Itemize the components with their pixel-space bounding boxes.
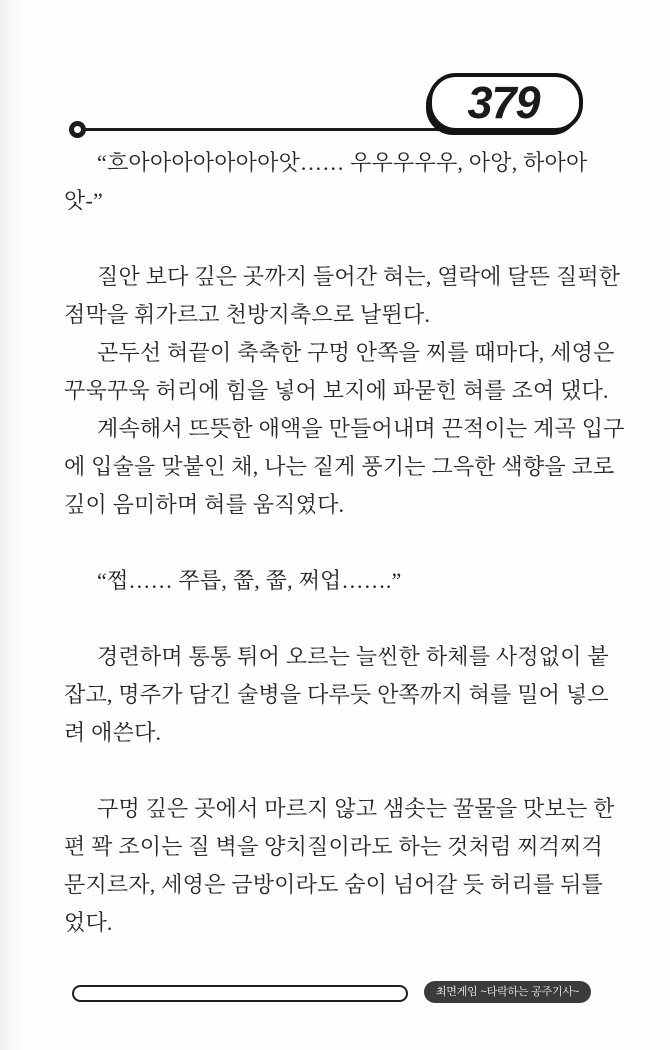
paragraph-dialogue	[64, 144, 610, 220]
text-line: 잡고, 명주가 담긴 술병을 다루듯 안쪽까지 혀를 밀어 넣으	[64, 682, 609, 707]
text-line: “쩝…… 쭈릅, 쭙, 쭙, 쩌업…….”	[97, 568, 402, 593]
text-line: 앗-”	[64, 188, 103, 213]
paragraph-dialogue	[64, 562, 610, 600]
header-circle-ornament-icon	[69, 121, 86, 138]
paragraph-narration	[64, 638, 610, 752]
page-number: 379	[467, 77, 540, 128]
text-line: 경련하며 통통 튀어 오르는 늘씬한 하체를 사정없이 붙	[97, 644, 609, 669]
text-line: 계속해서 뜨뜻한 애액을 만들어내며 끈적이는 계곡 입구	[97, 416, 625, 441]
text-line: 에 입술을 맞붙인 채, 나는 짙게 풍기는 그윽한 색향을 코로	[64, 454, 615, 479]
text-line: 깊이 음미하며 혀를 움직였다.	[64, 492, 345, 517]
series-title-badge	[424, 981, 591, 1003]
text-line: 질안 보다 깊은 곳까지 들어간 혀는, 열락에 달뜬 질퍽한	[97, 264, 621, 289]
paragraph-narration	[64, 790, 615, 942]
text-line: “흐아아아아아아아앗…… 우우우우우, 아앙, 하아아	[97, 150, 588, 175]
text-line: 려 애쓴다.	[64, 720, 162, 745]
body-text	[64, 144, 625, 942]
text-line: 곤두선 혀끝이 축축한 구멍 안쪽을 찌를 때마다, 세영은	[97, 340, 615, 365]
footer-empty-box	[72, 985, 408, 1002]
page-number-badge	[428, 73, 583, 132]
header-rule-divider	[80, 128, 440, 131]
paragraph-narration	[64, 334, 615, 410]
text-line: 꾸욱꾸욱 허리에 힘을 넣어 보지에 파묻힌 혀를 조여 댔다.	[64, 378, 609, 403]
text-line: 구멍 깊은 곳에서 마르지 않고 샘솟는 꿀물을 맛보는 한	[97, 796, 615, 821]
series-title: 최면게임 ~타락하는 공주기사~	[435, 985, 580, 998]
text-line: 었다.	[64, 910, 113, 935]
text-line: 편 꽉 조이는 질 벽을 양치질이라도 하는 것처럼 찌걱찌걱	[64, 834, 603, 859]
text-line: 문지르자, 세영은 금방이라도 숨이 넘어갈 듯 허리를 뒤틀	[64, 872, 603, 897]
paragraph-narration	[64, 410, 625, 524]
paragraph-narration	[64, 258, 621, 334]
text-line: 점막을 휘가르고 천방지축으로 날뛴다.	[64, 302, 431, 327]
